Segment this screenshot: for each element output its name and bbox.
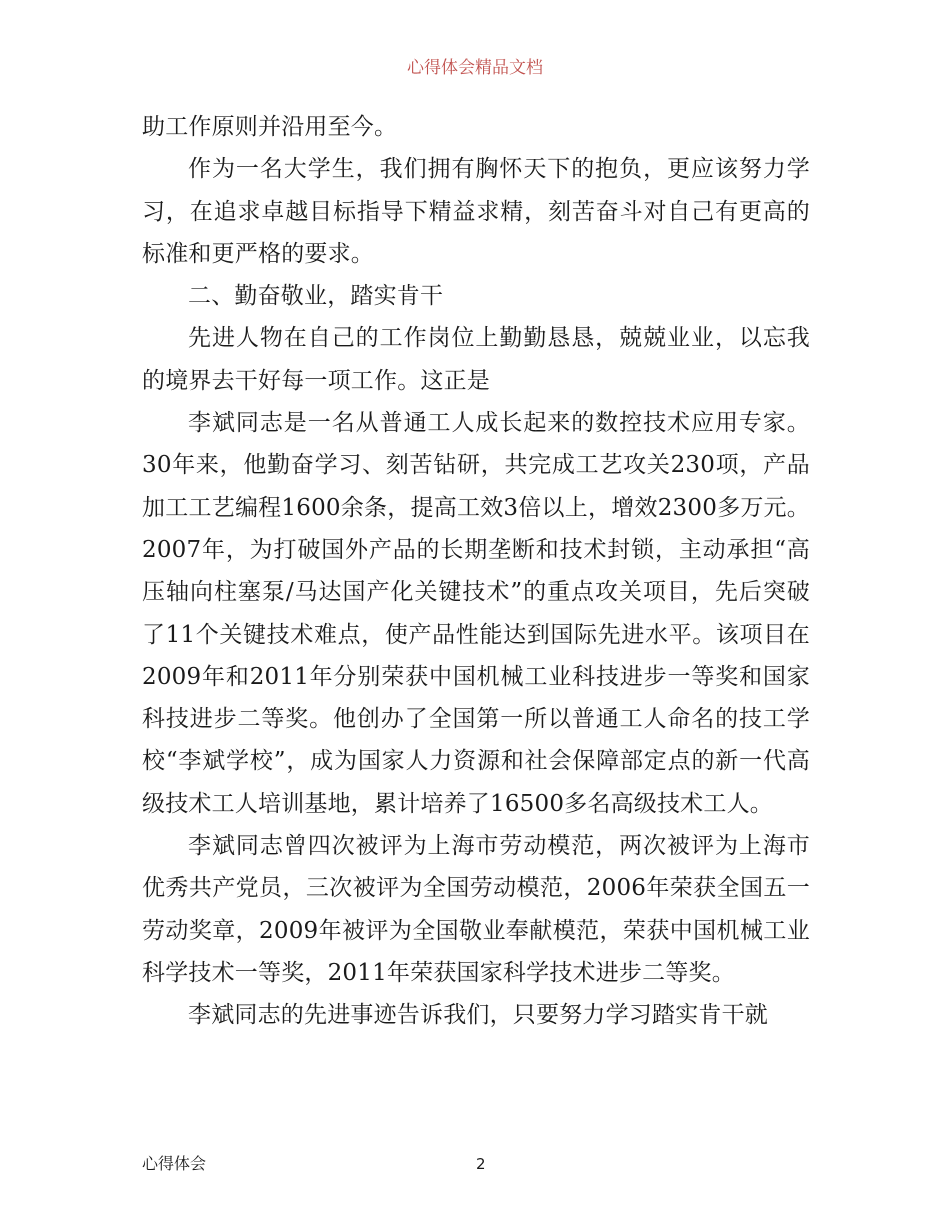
document-body: [142, 106, 810, 1037]
section-heading: 二、勤奋敬业，踏实肯干: [188, 283, 444, 310]
paragraph: 李斌同志曾四次被评为上海市劳动模范，两次被评为上海市优秀共产党员，三次被评为全国劳动模范，2006年荣获全国五一劳动奖章，2009年被评为全国敬业奉献模范，荣获中国机械工业科学技术一等奖，2011年荣获国家科学技术进步二等奖。: [142, 833, 810, 986]
footer-label: 心得体会: [142, 1154, 207, 1173]
paragraph: 李斌同志的先进事迹告诉我们，只要努力学习踏实肯干就: [188, 1002, 768, 1029]
paragraph: 李斌同志是一名从普通工人成长起来的数控技术应用专家。30年来，他勤奋学习、刻苦钻研，共完成工艺攻关230项，产品加工工艺编程1600余条，提高工效3倍以上，增效2300多万元。2007年，为打破国外产品的长期垄断和技术封锁，主动承担“高压轴向柱塞泵/马达国产化关键技术”的重点攻关项目，先后突破了11个关键技术难点，使产品性能达到国际先进水平。该项目在2009年和2011年分别荣获中国机械工业科技进步一等奖和国家科技进步二等奖。他创办了全国第一所以普通工人命名的技工学校“李斌学校”，成为国家人力资源和社会保障部定点的新一代高级技术工人培训基地，累计培养了16500多名高级技术工人。: [142, 410, 810, 817]
paragraph-continuation: 助工作原则并沿用至今。: [142, 114, 398, 140]
page-header: 心得体会精品文档: [407, 58, 543, 78]
paragraph: 先进人物在自己的工作岗位上勤勤恳恳，兢兢业业，以忘我的境界去干好每一项工作。这正是: [142, 325, 810, 394]
paragraph: 作为一名大学生，我们拥有胸怀天下的抱负，更应该努力学习，在追求卓越目标指导下精益求精，刻苦奋斗对自己有更高的标准和更严格的要求。: [142, 156, 810, 267]
page-number: 2: [476, 1155, 486, 1173]
page-footer: [142, 1152, 810, 1176]
